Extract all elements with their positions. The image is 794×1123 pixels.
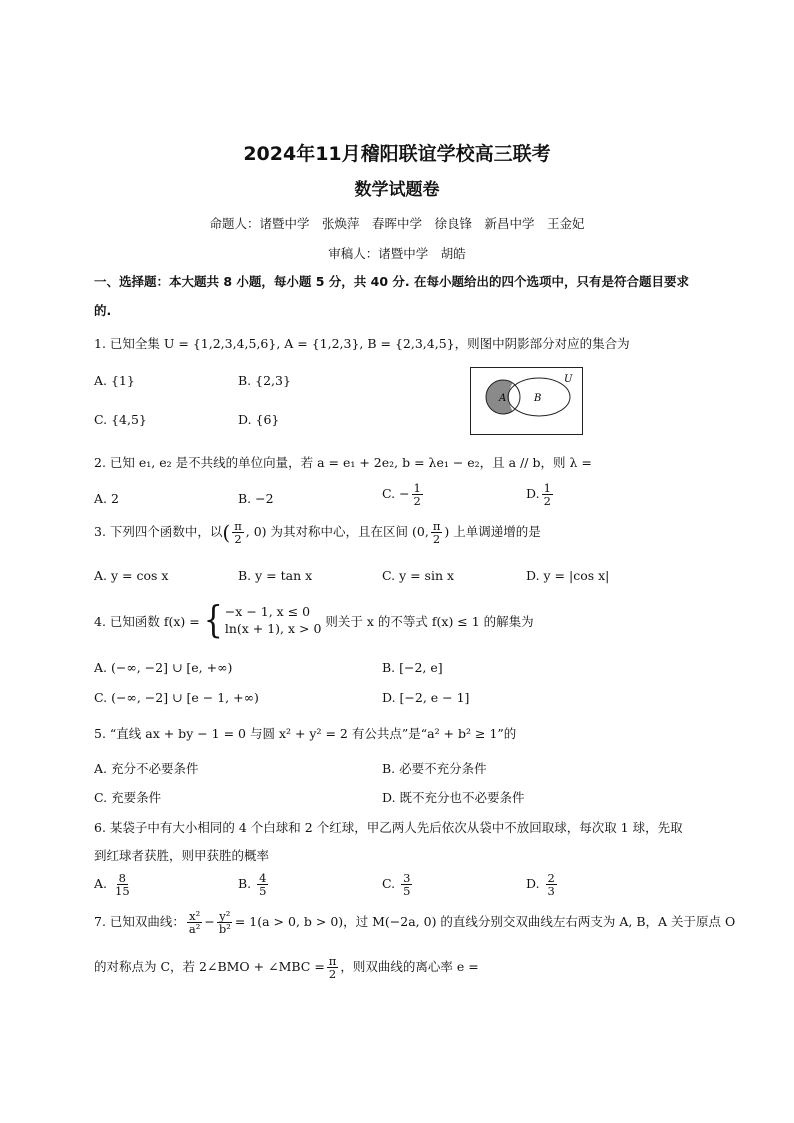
- q6-stem-line1: 6. 某袋子中有大小相同的 4 个白球和 2 个红球，甲乙两人先后依次从袋中不放回取球，每次取 1 球，先取: [94, 820, 683, 835]
- q5-option-a: A. 充分不必要条件: [94, 761, 199, 776]
- q1-option-d: D. {6}: [238, 412, 280, 427]
- q6-stem-line2: 到红球者获胜，则甲获胜的概率: [94, 848, 270, 863]
- q7-stem-line1: 7. 已知双曲线： $\frac{\text{x²}}{\text{a²}}$ − $\frac{\text{y²}}{\text{b²}}$ = 1(a > 0, b > 0)，过 M(−2a, 0) 的直线分别交双曲线左右两支为 A, B，A 关于原点 O: [94, 909, 736, 937]
- q4-piecewise: { −x − 1, x ≤ 0 ln(x + 1), x > 0: [203, 598, 322, 643]
- q6-option-b: B. $\frac{4}{5}$: [238, 871, 267, 899]
- exam-title: 2024年11月稽阳联谊学校高三联考: [243, 143, 551, 165]
- authors-line: 命题人：诸暨中学 张焕萍 春晖中学 徐良锋 新昌中学 王金妃: [209, 216, 585, 231]
- venn-diagram: [470, 367, 583, 435]
- q4-option-d: D. [−2, e − 1]: [382, 690, 470, 705]
- q6-option-d: D. $\frac{2}{3}$: [526, 871, 555, 899]
- exam-subtitle: 数学试题卷: [354, 180, 440, 200]
- q3-option-c: C. y = sin x: [382, 568, 455, 583]
- q2-option-a: A. 2: [94, 491, 119, 506]
- section-heading-line1: 一、选择题：本大题共 8 小题，每小题 5 分，共 40 分. 在每小题给出的四个选项中，只有是符合题目要求: [94, 274, 690, 289]
- q1-option-c: C. {4,5}: [94, 412, 147, 427]
- venn-label-a: A: [499, 393, 507, 404]
- q3-option-b: B. y = tan x: [238, 568, 313, 583]
- q1-option-a: A. {1}: [94, 373, 135, 388]
- q4-option-c: C. (−∞, −2] ∪ [e − 1, +∞): [94, 690, 259, 705]
- q5-option-d: D. 既不充分也不必要条件: [382, 790, 525, 805]
- q5-option-c: C. 充要条件: [94, 790, 162, 805]
- q1-option-b: B. {2,3}: [238, 373, 291, 388]
- q3-option-d: D. y = |cos x|: [526, 568, 610, 583]
- q1-stem: 1. 已知全集 U = {1,2,3,4,5,6}, A = {1,2,3}, B = {2,3,4,5}，则图中阴影部分对应的集合为: [94, 336, 630, 351]
- reviewers-line: 审稿人：诸暨中学 胡皓: [328, 246, 466, 261]
- q2-option-d: D. $\frac{1}{2}$: [526, 481, 551, 509]
- q4-option-a: A. (−∞, −2] ∪ [e, +∞): [94, 660, 233, 675]
- q3-option-a: A. y = cos x: [94, 568, 169, 583]
- q5-stem: 5. “直线 ax + by − 1 = 0 与圆 x² + y² = 2 有公共点”是“a² + b² ≥ 1”的: [94, 726, 517, 741]
- q7-stem-line2: 的对称点为 C，若 2∠BMO + ∠MBC = $\frac{\pi}{2}$ ，则双曲线的离心率 e =: [94, 954, 479, 982]
- q3-stem: 3. 下列四个函数中，以( $\frac{\pi}{2}$ , 0) 为其对称中心，且在区间 (0, $\frac{\pi}{2}$ ) 上单调递增的是: [94, 519, 541, 547]
- q2-option-b: B. −2: [238, 491, 274, 506]
- section-heading-line2: 的.: [94, 303, 112, 318]
- q2-option-c: C. − $\frac{1}{2}$: [382, 481, 421, 509]
- q4-stem: 4. 已知函数 f(x) = { −x − 1, x ≤ 0 ln(x + 1), x > 0 则关于 x 的不等式 f(x) ≤ 1 的解集为: [94, 598, 534, 643]
- venn-label-u: U: [564, 374, 573, 385]
- q4-option-b: B. [−2, e]: [382, 660, 443, 675]
- venn-label-b: B: [534, 393, 542, 404]
- q6-option-a: A. $\frac{8}{15}$: [94, 871, 130, 899]
- q2-stem: 2. 已知 e₁, e₂ 是不共线的单位向量，若 a = e₁ + 2e₂, b = λe₁ − e₂，且 a // b，则 λ =: [94, 455, 592, 470]
- q5-option-b: B. 必要不充分条件: [382, 761, 487, 776]
- q6-option-c: C. $\frac{3}{5}$: [382, 871, 411, 899]
